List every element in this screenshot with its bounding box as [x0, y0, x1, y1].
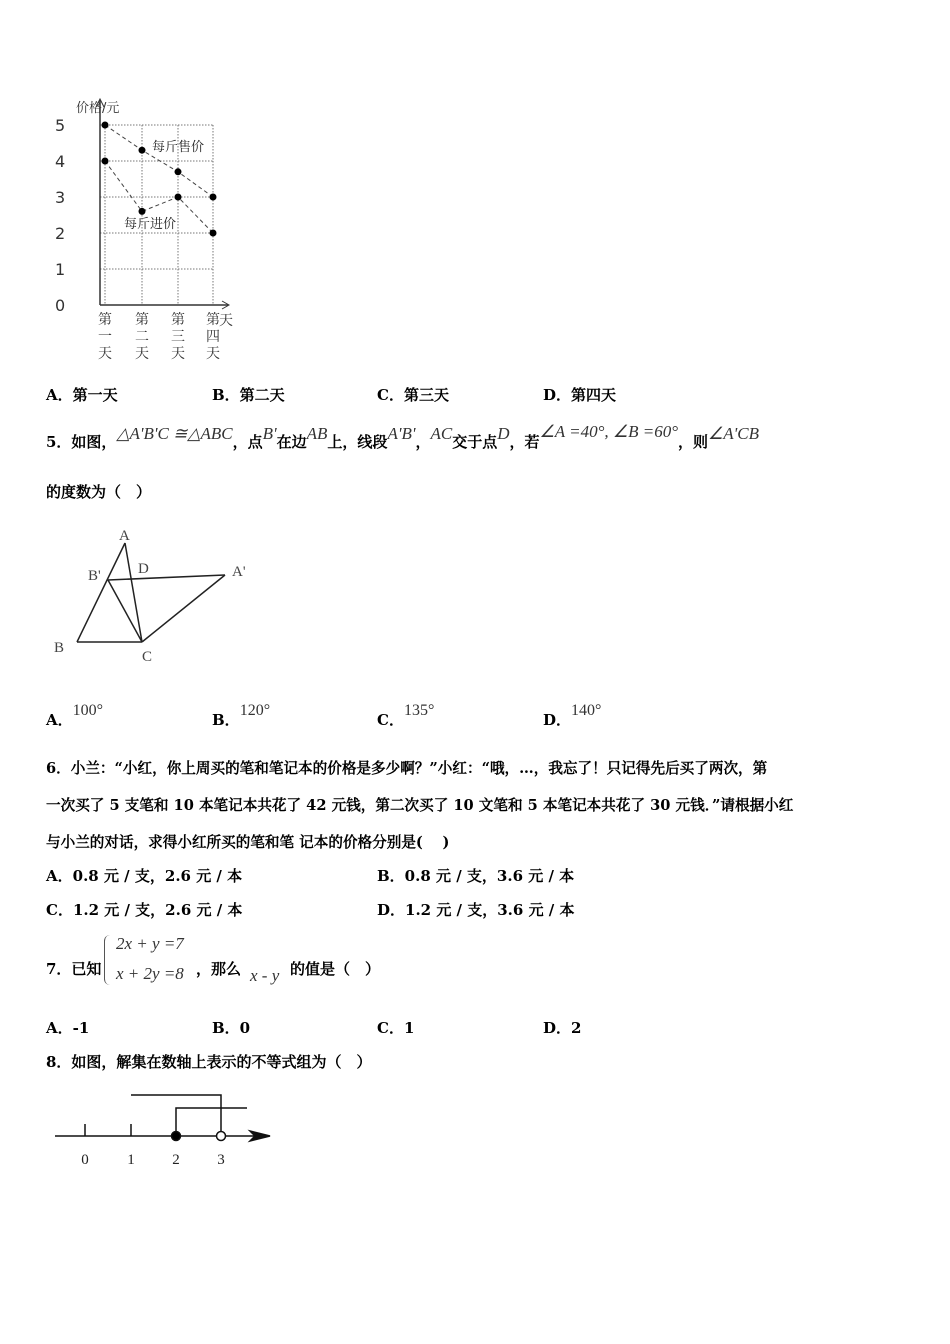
series-label-purchase-price: 每斤进价: [124, 217, 177, 232]
tick-label: 2: [172, 1152, 180, 1168]
segment-b1a1: [108, 575, 225, 580]
q7-option-c[interactable]: C．1: [377, 1019, 415, 1037]
label-a-prime: A': [232, 564, 246, 580]
data-point: [139, 147, 146, 154]
label-b: B: [54, 640, 65, 656]
tick-label: 0: [81, 1152, 89, 1168]
q5-option-c[interactable]: [377, 702, 435, 731]
data-point: [210, 194, 217, 201]
q5-formula: ∠A'CB: [708, 424, 760, 443]
y-tick-label: 4: [55, 152, 66, 171]
q6-option-b[interactable]: B．0.8 元 / 支，3.6 元 / 本: [377, 867, 575, 885]
q6-line2: 一次买了 5 支笔和 10 本笔记本共花了 42 元钱，第二次买了 10 文笔和 5 本笔记本共花了 30 元钱．”请根据小红: [46, 797, 794, 814]
equation-brace: [104, 935, 113, 985]
option-value: 120°: [239, 702, 271, 719]
q5-text: ，则: [678, 433, 709, 451]
q5-line1: [46, 422, 760, 452]
q5-formula: AB: [306, 424, 328, 443]
q7-option-a[interactable]: A．-1: [46, 1019, 90, 1037]
x-tick-label: 天: [98, 346, 112, 362]
q5-text: 在边: [276, 433, 307, 451]
q5-formula: AC: [430, 424, 453, 443]
q7-suffix: 的值是（ ）: [290, 960, 381, 978]
data-point: [175, 194, 182, 201]
q5-text: ，若: [509, 433, 540, 451]
price-line-chart: [0, 0, 260, 370]
q5-line2: 的度数为（ ）: [46, 483, 152, 501]
q5-option-a[interactable]: [46, 702, 104, 731]
x-tick-label: 第: [98, 312, 112, 328]
open-point-3: [217, 1132, 226, 1141]
x-tick-label: 第: [135, 312, 149, 328]
q4-option-c[interactable]: C．第三天: [377, 386, 449, 404]
data-point: [210, 230, 217, 237]
q5-text: ，: [415, 433, 431, 451]
data-point: [139, 208, 146, 215]
tick-label: 3: [217, 1152, 225, 1168]
closed-point-2: [172, 1132, 181, 1141]
q5-text: 交于点: [452, 433, 498, 451]
x-tick-label: 天: [206, 346, 220, 362]
q7-expression: x - y: [250, 966, 280, 985]
segment-b1c: [108, 580, 142, 642]
q7-equation-1: 2x + y =7: [116, 934, 184, 953]
label-a: A: [119, 528, 130, 544]
label-d: D: [138, 561, 149, 577]
q5-text: 5．如图，: [46, 433, 117, 451]
y-tick-label: 1: [55, 260, 66, 279]
option-value: 140°: [571, 702, 602, 719]
x-tick-label: 第: [206, 312, 220, 328]
segment-a1c: [142, 575, 225, 642]
option-letter: C．: [377, 711, 404, 729]
q7-option-d[interactable]: D．2: [543, 1019, 582, 1037]
q4-option-d[interactable]: D．第四天: [543, 386, 617, 404]
q5-text: 上，线段: [327, 433, 388, 451]
segment-ac: [125, 543, 142, 642]
x-axis-label: 天: [219, 313, 233, 329]
q6-line1: 6．小兰：“小红，你上周买的笔和笔记本的价格是多少啊？”小红：“哦，…，我忘了！只记得先后买了两次，第: [46, 760, 768, 777]
x-tick-label: 三: [171, 329, 185, 345]
arrow-icon: [250, 1131, 270, 1141]
q7-equation-2: x + 2y =8: [116, 964, 184, 983]
q6-option-a[interactable]: A．0.8 元 / 支，2.6 元 / 本: [46, 867, 243, 885]
option-letter: A．: [46, 711, 73, 729]
y-tick-label: 5: [55, 116, 66, 135]
q6-option-c[interactable]: C．1.2 元 / 支，2.6 元 / 本: [46, 901, 243, 919]
q5-formula: D: [497, 424, 510, 443]
label-b-prime: B': [88, 568, 101, 584]
q5-text: ，点: [232, 433, 263, 451]
q5-formula: △A'B'C ≅△ABC: [116, 424, 233, 443]
x-tick-label: 二: [135, 329, 149, 345]
series-label-selling-price: 每斤售价: [152, 140, 205, 155]
y-axis-label: 价格/元: [76, 101, 120, 116]
q5-formula: ∠A =40°, ∠B =60°: [539, 422, 679, 441]
q5-formula: A'B': [387, 424, 416, 443]
q7-mid: ，那么: [196, 960, 242, 978]
q7-prefix: 7．已知: [46, 960, 102, 978]
data-point: [175, 168, 182, 175]
option-letter: B．: [212, 711, 240, 729]
option-value: 100°: [72, 702, 104, 719]
option-letter: D．: [543, 711, 572, 729]
x-tick-label: 一: [98, 329, 112, 345]
q6-option-d[interactable]: D．1.2 元 / 支，3.6 元 / 本: [377, 901, 575, 919]
x-tick-label: 第: [171, 312, 185, 328]
q4-option-b[interactable]: B．第二天: [212, 386, 285, 404]
tick-label: 1: [127, 1152, 135, 1168]
q5-formula: B': [262, 424, 277, 443]
solution-bracket-less-than-3: [131, 1095, 221, 1131]
q8-text: 8．如图，解集在数轴上表示的不等式组为（ ）: [46, 1053, 372, 1071]
q6-line3: 与小兰的对话，求得小红所买的笔和笔 记本的价格分别是( ): [46, 834, 450, 851]
data-point: [102, 122, 109, 129]
y-tick-label: 2: [55, 224, 66, 243]
data-point: [102, 158, 109, 165]
option-value: 135°: [403, 702, 435, 719]
segment-ab: [77, 543, 125, 642]
y-tick-label: 0: [55, 296, 66, 315]
x-tick-label: 天: [171, 346, 185, 362]
q7-option-b[interactable]: B．0: [212, 1019, 251, 1037]
x-tick-label: 天: [135, 346, 149, 362]
y-tick-label: 3: [55, 188, 66, 207]
q5-option-d[interactable]: [543, 702, 602, 731]
q5-option-b[interactable]: [212, 702, 271, 731]
label-c: C: [142, 649, 153, 665]
solution-bracket-at-least-2: [176, 1108, 247, 1136]
x-tick-label: 四: [206, 329, 220, 345]
q4-option-a[interactable]: A．第一天: [46, 386, 118, 404]
